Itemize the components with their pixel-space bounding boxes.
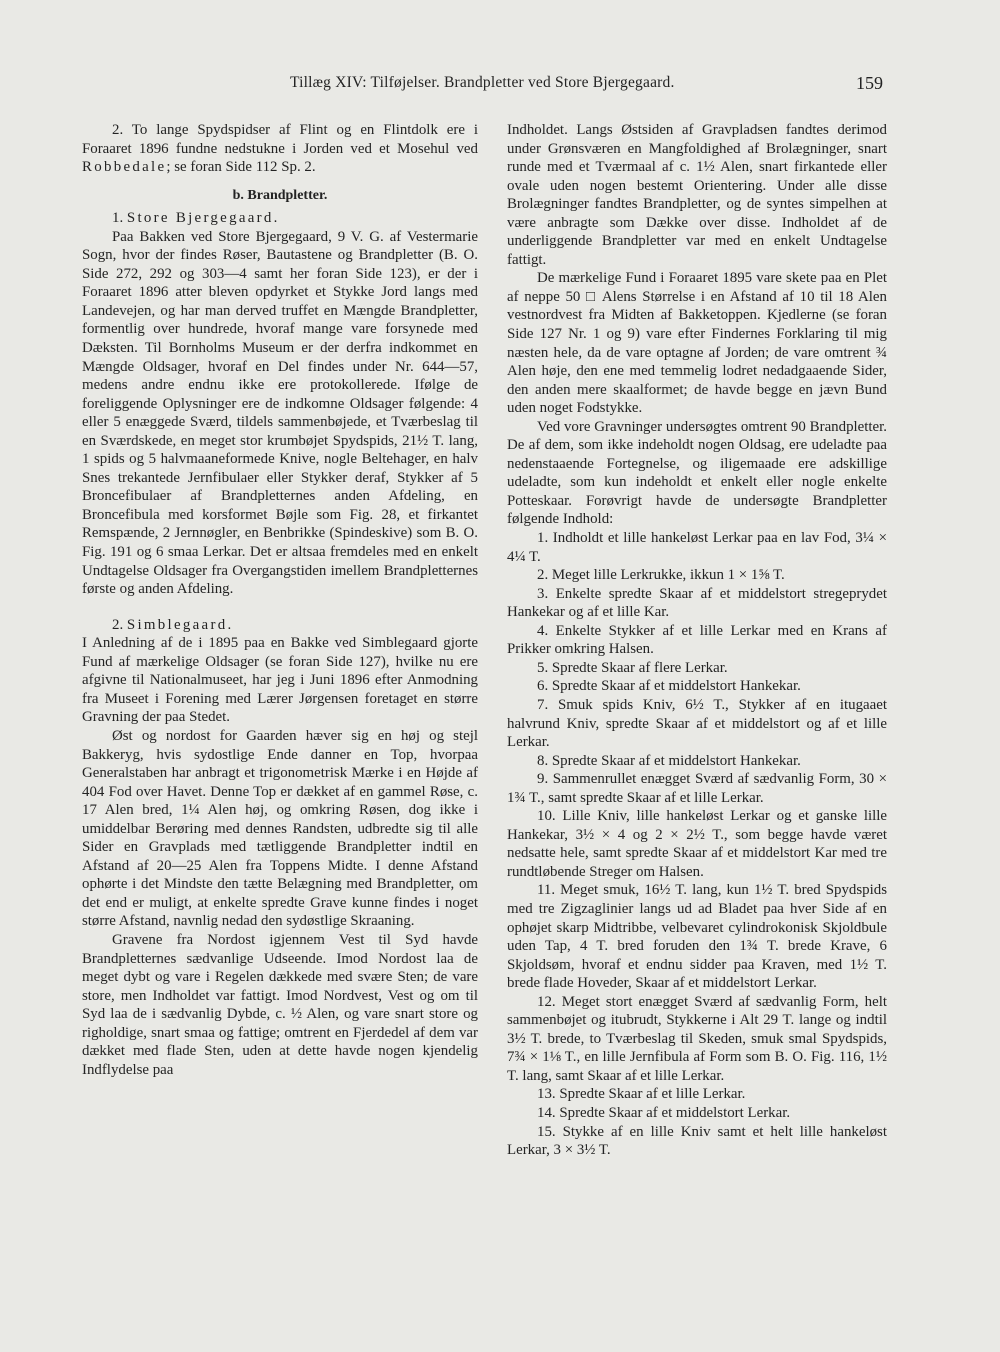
paragraph: 2. To lange Spydspidser af Flint og en Flintdolk ere i Foraaret 1896 fundne nedstukne i Jorden ved et Mosehul ved Robbedale; se foran Side 112 Sp. 2.: [82, 122, 478, 176]
left-column: [82, 121, 478, 1079]
paragraph: Gravene fra Nordost igjennem Vest til Syd havde Brandpletternes sædvanlige Udseende. Imod Nordost laa de meget dybt og vare i Regelen dækkede med svære Sten; de vare store, men Indholdet var fattigt. Imod Nordvest, Vest og om til Syd laa de i sædvanlig Dybde, c. ½ Alen, og vare snart store og righoldige, snart smaa og fattige; omtrent en Fjerdedel af dem var dækket med flade Sten, uden at dette havde nogen kjendelig Indflydelse paa: [82, 931, 478, 1078]
site-heading: 1. Store Bjergegaard.: [112, 210, 280, 227]
paragraph: Indholdet. Langs Østsiden af Gravpladsen fandtes derimod under Grønsværen en Mangfoldighed af Brolægninger, snart runde med et Tværmaal af c. 1½ Alen, snart firkantede eller ovale uden nogen bestemt Orientering. Under alle disse Brolægninger fandtes Brandpletter, og de syntes simpelhen at være anbragte som Dække over disse. Indholdet af de underliggende Brandpletter var med en enkelt Undtagelse fattigt.: [507, 122, 887, 268]
right-column: [507, 121, 887, 1160]
list-item: 6. Spredte Skaar af et middelstort Hankekar.: [537, 678, 801, 695]
list-item: 8. Spredte Skaar af et middelstort Hankekar.: [537, 752, 801, 769]
list-item: 1. Indholdt et lille hankeløst Lerkar paa en lav Fod, 3¼ × 4¼ T.: [507, 530, 887, 565]
section-heading: b. Brandpletter.: [232, 187, 328, 203]
list-item: 5. Spredte Skaar af flere Lerkar.: [537, 659, 728, 676]
list-item: 2. Meget lille Lerkrukke, ikkun 1 × 1⅝ T.: [537, 567, 785, 584]
paragraph: I Anledning af de i 1895 paa en Bakke ved Simblegaard gjorte Fund af mærkelige Oldsager (se foran Side 127), hvilke nu ere afgivne til Nationalmuseet, har jeg i Juni 1896 efter Anmodning fra Museet i Forening med Lærer Jørgensen foretaget en større Gravning der paa Stedet.: [82, 635, 478, 726]
paragraph: Ved vore Gravninger undersøgtes omtrent 90 Brandpletter. De af dem, som ikke indeholdt nogen Oldsag, ere udeladte paa nedenstaaende Fortegnelse, og iligemaade ere adskillige udeladte, som kun indeholdt et enkelt eller nogle enkelte Potteskaar. Forøvrigt havde de undersøgte Brandpletter følgende Indhold:: [507, 418, 887, 528]
grave-list: [507, 529, 887, 1160]
paragraph: Øst og nordost for Gaarden hæver sig en høj og stejl Bakkeryg, hvis sydostlige Ende danner en Top, hvorpaa Generalstaben har anbragt et trigonometrisk Mærke i en Højde af 404 Fod over Havet. Denne Top er dækket af en gammel Røse, c. 17 Alen bred, 1¼ Alen høj, og omkring Røsen, dog ikke i umiddelbar Berøring med dennes Randsten, udbredte sig til alle Sider en Gravplads med tætliggende Brandpletter indtil en Afstand af 20—25 Alen fra Toppens Midte. I denne Afstand ophørte i det Mindste den tætte Belægning med Brandpletter, om det end er muligt, at enkelte spredte Grave kunne findes i noget større Afstand, navnlig nedad den sydøstlige Skraaning.: [82, 727, 478, 930]
list-item: 10. Lille Kniv, lille hankeløst Lerkar og et ganske lille Hankekar, 3½ × 4 og 2 × 2½ T., som begge havde været nedsatte hele, samt spredte Skaar af et middelstort Kar med tre rundtløbende Streger om Halsen.: [507, 808, 887, 880]
list-item: 14. Spredte Skaar af et middelstort Lerkar.: [537, 1104, 791, 1121]
running-title: Tillæg XIV: Tilføjelser. Brandpletter ved Store Bjergegaard.: [290, 74, 675, 91]
list-item: 4. Enkelte Stykker af et lille Lerkar med en Krans af Prikker omkring Halsen.: [507, 622, 887, 658]
list-item: 13. Spredte Skaar af et lille Lerkar.: [537, 1086, 746, 1103]
paragraph: De mærkelige Fund i Foraaret 1895 vare skete paa en Plet af neppe 50 □ Alens Størrelse i en Afstand af 10 til 18 Alen vestnordvest fra Midten af Bakketoppen. Kjedlerne (se foran Side 127 Nr. 1 og 9) vare efter Findernes Forklaring til mig næsten hele, da de vare optagne af Jorden; de vare omtrent ¾ Alen høje, den ene med temmelig lodret nedadgaaende Sider, den anden mere skaalformet; de havde begge en jævn Bund uden noget Fodstykke.: [507, 270, 887, 417]
paragraph: Paa Bakken ved Store Bjergegaard, 9 V. G. af Vestermarie Sogn, hvor der findes Røser, Bautastene og Brandpletter (B. O. Side 272, 292 og 303—4 samt her foran Side 123), er der i Foraaret 1896 atter bleven opdyrket et Stykke Jord langs med Landevejen, og har man derved truffet en Mængde Brandpletter, formentlig over hundrede, hvoraf mange vare forsynede med Dæksten. Til Bornholms Museum er der derfra indkommet en Mængde Oldsager, hvoraf en Del findes under Nr. 644—57, medens andre endnu ikke ere protokollerede. Ifølge de foreliggende Oplysninger ere de indkomne Oldsager følgende: 4 eller 5 enæggede Sværd, tildels sammenbøjede, et Tværbeslag til en Sværdskede, en meget stor krumbøjet Spydspids, 21½ T. lang, 1 spids og 5 halvmaaneformede Knive, nogle Beltehager, en halv Snes trekantede Jernfibulaer eller Stykker deraf, Stykker af 5 Broncefibulaer af Brandpletternes anden Afdeling, en Broncefibula med korsformet Bøjle som Fig. 28, et firkantet Remspænde, 2 Jernnøgler, en Benbrikke (Spindeskive) som B. O. Fig. 191 og 6 smaa Lerkar. Det er altsaa fremdeles med en enkelt Undtagelse Oldsager fra Overgangstiden imellem Brandpletternes første og anden Afdeling.: [82, 228, 478, 598]
list-item: 3. Enkelte spredte Skaar af et middelstort stregeprydet Hankekar og af et lille Kar.: [507, 585, 887, 621]
list-item: 9. Sammenrullet enægget Sværd af sædvanlig Form, 30 × 1¾ T., samt spredte Skaar af et lille Lerkar.: [507, 771, 887, 806]
page-number: 159: [856, 73, 883, 93]
page-header: [0, 66, 1000, 100]
list-item: 7. Smuk spids Kniv, 6½ T., Stykker af en itugaaet halvrund Kniv, spredte Skaar af et middelstort og af et lille Lerkar.: [507, 696, 887, 751]
list-item: 11. Meget smuk, 16½ T. lang, kun 1½ T. bred Spydspids med tre Zigzaglinier langs ud ad Bladet paa hver Side af en ophøjet skarp Midtribbe, velbevaret cylindrokonisk Skjoldbule uden Tap, 4 T. bred foruden den 1¾ T. brede Krave, 6 Skjoldsøm, hvoraf et endnu sidder paa Kraven, med 1½ T. brede flade Hoveder, Skaar af et middelstort Lerkar.: [507, 882, 887, 992]
list-item: 12. Meget stort enægget Sværd af sædvanlig Form, helt sammenbøjet og itubrudt, Stykkerne i Alt 29 T. lange og indtil 3½ T. brede, to Tværbeslag til Skeden, smuk smal Spydspids, 7¾ × 1⅛ T., en lille Jernfibula af Form som B. O. Fig. 116, 1½ T. lang, samt Skaar af et lille Lerkar.: [507, 993, 887, 1084]
site-heading: 2. Simblegaard.: [112, 616, 234, 633]
list-item: 15. Stykke af en lille Kniv samt et helt lille hankeløst Lerkar, 3 × 3½ T.: [507, 1123, 887, 1159]
